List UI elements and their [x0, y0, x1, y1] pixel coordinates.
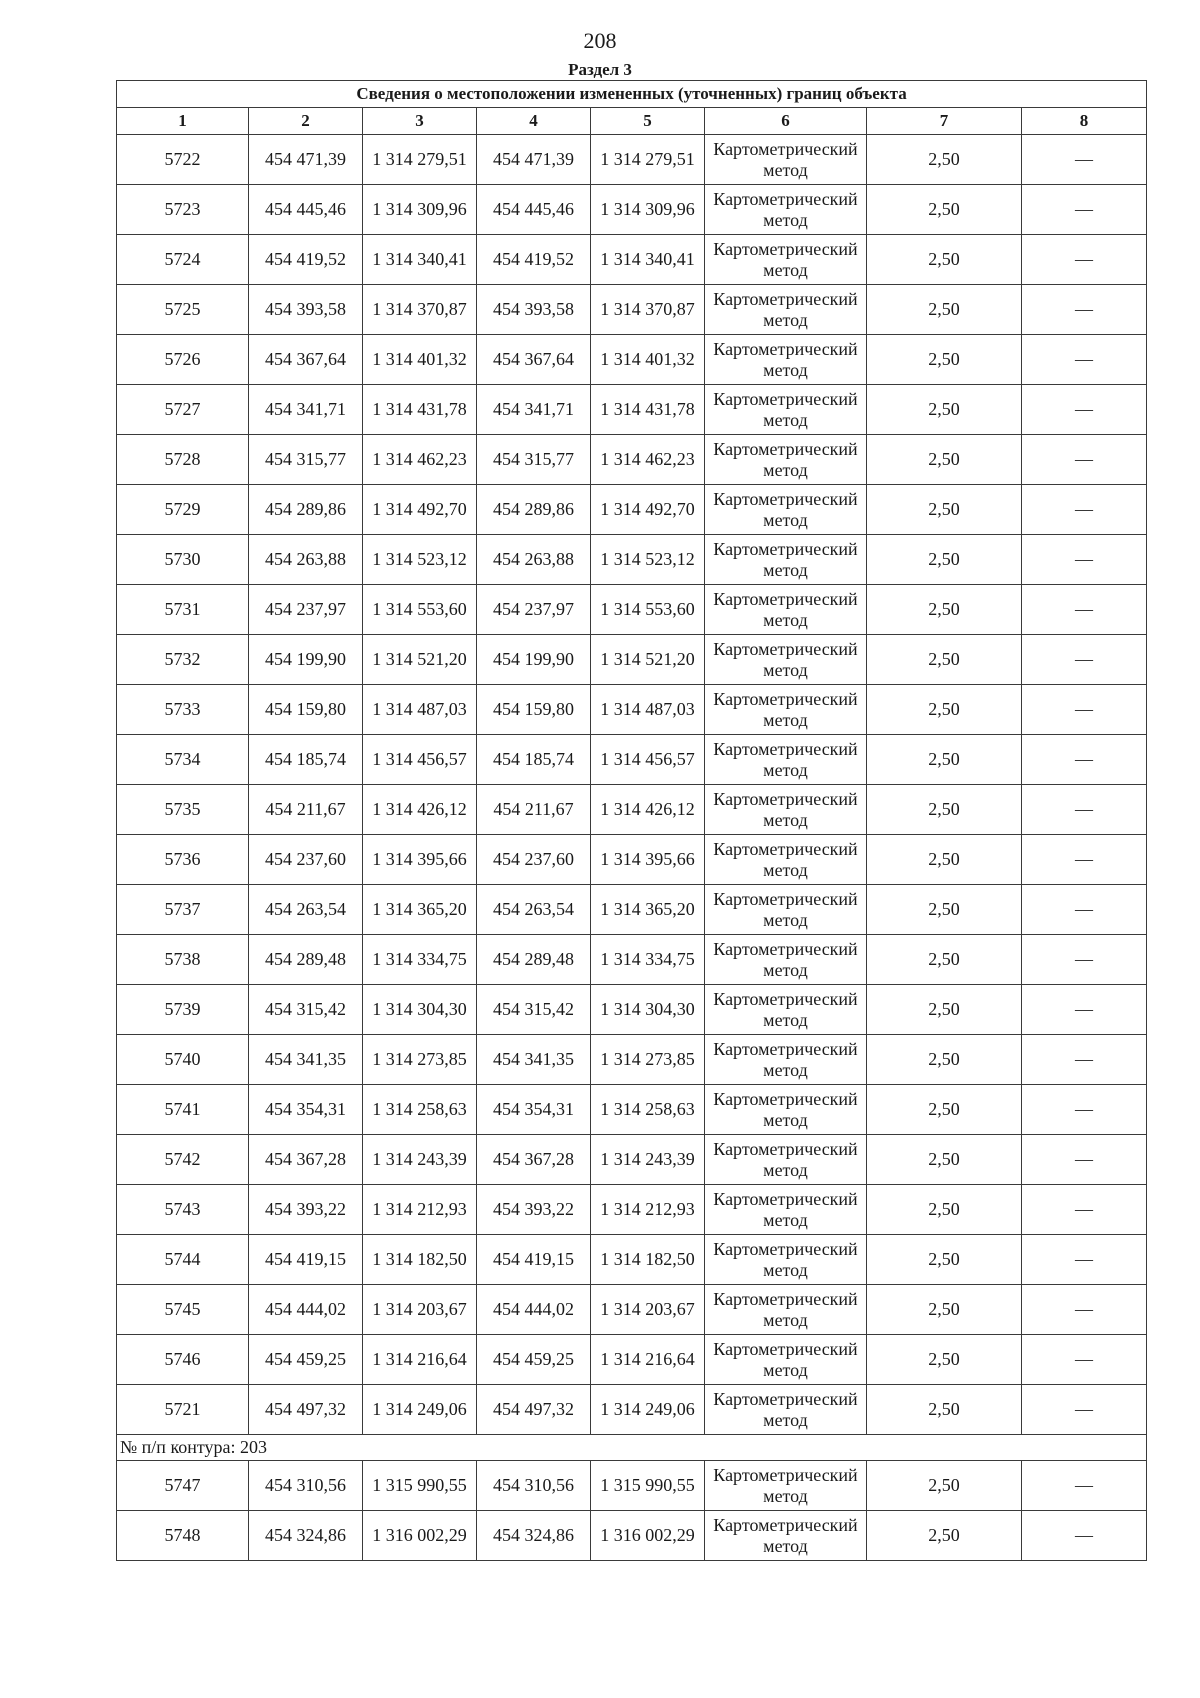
point-number-cell: 5742 [117, 1135, 249, 1185]
table-row [117, 135, 1147, 185]
y-updated-cell: 1 314 365,20 [591, 885, 705, 935]
y-existing-cell: 1 314 203,67 [363, 1285, 477, 1335]
table-row [117, 985, 1147, 1035]
table-row [117, 185, 1147, 235]
y-updated-cell: 1 314 487,03 [591, 685, 705, 735]
method-cell: Картометрический метод [705, 685, 867, 735]
description-cell: — [1022, 985, 1147, 1035]
accuracy-cell: 2,50 [867, 835, 1022, 885]
x-updated-cell: 454 341,35 [477, 1035, 591, 1085]
description-cell: — [1022, 235, 1147, 285]
y-existing-cell: 1 315 990,55 [363, 1461, 477, 1511]
y-existing-cell: 1 316 002,29 [363, 1511, 477, 1561]
description-cell: — [1022, 285, 1147, 335]
description-cell: — [1022, 1511, 1147, 1561]
point-number-cell: 5736 [117, 835, 249, 885]
point-number-cell: 5721 [117, 1385, 249, 1435]
column-number: 8 [1022, 108, 1147, 135]
x-updated-cell: 454 159,80 [477, 685, 591, 735]
method-cell: Картометрический метод [705, 585, 867, 635]
y-updated-cell: 1 316 002,29 [591, 1511, 705, 1561]
accuracy-cell: 2,50 [867, 135, 1022, 185]
method-cell: Картометрический метод [705, 635, 867, 685]
accuracy-cell: 2,50 [867, 535, 1022, 585]
description-cell: — [1022, 585, 1147, 635]
x-existing-cell: 454 419,52 [249, 235, 363, 285]
accuracy-cell: 2,50 [867, 935, 1022, 985]
method-cell: Картометрический метод [705, 985, 867, 1035]
description-cell: — [1022, 1235, 1147, 1285]
x-existing-cell: 454 367,28 [249, 1135, 363, 1185]
method-cell: Картометрический метод [705, 385, 867, 435]
point-number-cell: 5729 [117, 485, 249, 535]
x-updated-cell: 454 444,02 [477, 1285, 591, 1335]
description-cell: — [1022, 1035, 1147, 1085]
y-existing-cell: 1 314 492,70 [363, 485, 477, 535]
y-existing-cell: 1 314 212,93 [363, 1185, 477, 1235]
y-updated-cell: 1 314 395,66 [591, 835, 705, 885]
table-row [117, 435, 1147, 485]
method-cell: Картометрический метод [705, 185, 867, 235]
contour-label-row [117, 1435, 1147, 1461]
method-cell: Картометрический метод [705, 1285, 867, 1335]
description-cell: — [1022, 485, 1147, 535]
table-row [117, 735, 1147, 785]
description-cell: — [1022, 1085, 1147, 1135]
y-existing-cell: 1 314 521,20 [363, 635, 477, 685]
y-existing-cell: 1 314 456,57 [363, 735, 477, 785]
y-existing-cell: 1 314 401,32 [363, 335, 477, 385]
method-cell: Картометрический метод [705, 535, 867, 585]
x-existing-cell: 454 237,60 [249, 835, 363, 885]
accuracy-cell: 2,50 [867, 1285, 1022, 1335]
table-row [117, 535, 1147, 585]
method-cell: Картометрический метод [705, 1335, 867, 1385]
y-updated-cell: 1 314 553,60 [591, 585, 705, 635]
table-row [117, 835, 1147, 885]
point-number-cell: 5725 [117, 285, 249, 335]
point-number-cell: 5731 [117, 585, 249, 635]
description-cell: — [1022, 1135, 1147, 1185]
table-row [117, 1335, 1147, 1385]
x-existing-cell: 454 263,54 [249, 885, 363, 935]
point-number-cell: 5748 [117, 1511, 249, 1561]
description-cell: — [1022, 535, 1147, 585]
x-updated-cell: 454 419,15 [477, 1235, 591, 1285]
contour-label: № п/п контура: 203 [117, 1435, 1147, 1461]
x-existing-cell: 454 185,74 [249, 735, 363, 785]
method-cell: Картометрический метод [705, 1385, 867, 1435]
x-updated-cell: 454 354,31 [477, 1085, 591, 1135]
x-updated-cell: 454 289,48 [477, 935, 591, 985]
description-cell: — [1022, 685, 1147, 735]
x-existing-cell: 454 211,67 [249, 785, 363, 835]
table-row [117, 1085, 1147, 1135]
x-existing-cell: 454 341,71 [249, 385, 363, 435]
point-number-cell: 5741 [117, 1085, 249, 1135]
description-cell: — [1022, 935, 1147, 985]
x-existing-cell: 454 289,86 [249, 485, 363, 535]
table-row [117, 335, 1147, 385]
point-number-cell: 5740 [117, 1035, 249, 1085]
method-cell: Картометрический метод [705, 735, 867, 785]
y-updated-cell: 1 314 523,12 [591, 535, 705, 585]
point-number-cell: 5723 [117, 185, 249, 235]
point-number-cell: 5745 [117, 1285, 249, 1335]
x-existing-cell: 454 315,42 [249, 985, 363, 1035]
accuracy-cell: 2,50 [867, 1235, 1022, 1285]
method-cell: Картометрический метод [705, 835, 867, 885]
table-body [117, 135, 1147, 1561]
column-number: 4 [477, 108, 591, 135]
x-existing-cell: 454 159,80 [249, 685, 363, 735]
x-updated-cell: 454 471,39 [477, 135, 591, 185]
x-existing-cell: 454 471,39 [249, 135, 363, 185]
x-existing-cell: 454 445,46 [249, 185, 363, 235]
x-updated-cell: 454 393,22 [477, 1185, 591, 1235]
accuracy-cell: 2,50 [867, 785, 1022, 835]
column-number: 6 [705, 108, 867, 135]
point-number-cell: 5739 [117, 985, 249, 1035]
x-updated-cell: 454 315,42 [477, 985, 591, 1035]
table-row [117, 1185, 1147, 1235]
description-cell: — [1022, 435, 1147, 485]
y-existing-cell: 1 314 365,20 [363, 885, 477, 935]
table-row [117, 885, 1147, 935]
table-row [117, 1035, 1147, 1085]
y-updated-cell: 1 314 216,64 [591, 1335, 705, 1385]
x-updated-cell: 454 185,74 [477, 735, 591, 785]
accuracy-cell: 2,50 [867, 585, 1022, 635]
y-updated-cell: 1 314 243,39 [591, 1135, 705, 1185]
table-caption: Сведения о местоположении измененных (уточненных) границ объекта [117, 81, 1147, 108]
x-updated-cell: 454 367,64 [477, 335, 591, 385]
method-cell: Картометрический метод [705, 1461, 867, 1511]
point-number-cell: 5734 [117, 735, 249, 785]
y-existing-cell: 1 314 279,51 [363, 135, 477, 185]
y-updated-cell: 1 314 426,12 [591, 785, 705, 835]
x-updated-cell: 454 459,25 [477, 1335, 591, 1385]
x-existing-cell: 454 289,48 [249, 935, 363, 985]
y-updated-cell: 1 315 990,55 [591, 1461, 705, 1511]
table-row [117, 1135, 1147, 1185]
description-cell: — [1022, 1385, 1147, 1435]
method-cell: Картометрический метод [705, 1085, 867, 1135]
y-updated-cell: 1 314 304,30 [591, 985, 705, 1035]
method-cell: Картометрический метод [705, 485, 867, 535]
x-updated-cell: 454 263,88 [477, 535, 591, 585]
method-cell: Картометрический метод [705, 785, 867, 835]
accuracy-cell: 2,50 [867, 285, 1022, 335]
y-updated-cell: 1 314 258,63 [591, 1085, 705, 1135]
table-row [117, 585, 1147, 635]
method-cell: Картометрический метод [705, 885, 867, 935]
point-number-cell: 5722 [117, 135, 249, 185]
x-updated-cell: 454 341,71 [477, 385, 591, 435]
accuracy-cell: 2,50 [867, 685, 1022, 735]
point-number-cell: 5732 [117, 635, 249, 685]
method-cell: Картометрический метод [705, 1035, 867, 1085]
x-existing-cell: 454 315,77 [249, 435, 363, 485]
description-cell: — [1022, 785, 1147, 835]
accuracy-cell: 2,50 [867, 385, 1022, 435]
table-row [117, 1385, 1147, 1435]
point-number-cell: 5738 [117, 935, 249, 985]
y-existing-cell: 1 314 309,96 [363, 185, 477, 235]
x-updated-cell: 454 199,90 [477, 635, 591, 685]
x-existing-cell: 454 341,35 [249, 1035, 363, 1085]
y-existing-cell: 1 314 258,63 [363, 1085, 477, 1135]
accuracy-cell: 2,50 [867, 235, 1022, 285]
x-updated-cell: 454 289,86 [477, 485, 591, 535]
table-row [117, 635, 1147, 685]
y-existing-cell: 1 314 216,64 [363, 1335, 477, 1385]
method-cell: Картометрический метод [705, 285, 867, 335]
y-existing-cell: 1 314 487,03 [363, 685, 477, 735]
column-number: 2 [249, 108, 363, 135]
accuracy-cell: 2,50 [867, 735, 1022, 785]
y-updated-cell: 1 314 401,32 [591, 335, 705, 385]
point-number-cell: 5737 [117, 885, 249, 935]
x-updated-cell: 454 237,60 [477, 835, 591, 885]
x-updated-cell: 454 211,67 [477, 785, 591, 835]
x-updated-cell: 454 497,32 [477, 1385, 591, 1435]
table-row [117, 285, 1147, 335]
page-number: 208 [583, 28, 617, 53]
table-row [117, 485, 1147, 535]
x-updated-cell: 454 445,46 [477, 185, 591, 235]
method-cell: Картометрический метод [705, 1135, 867, 1185]
accuracy-cell: 2,50 [867, 1085, 1022, 1135]
description-cell: — [1022, 385, 1147, 435]
accuracy-cell: 2,50 [867, 1461, 1022, 1511]
x-existing-cell: 454 324,86 [249, 1511, 363, 1561]
point-number-cell: 5733 [117, 685, 249, 735]
y-updated-cell: 1 314 309,96 [591, 185, 705, 235]
y-existing-cell: 1 314 273,85 [363, 1035, 477, 1085]
table-row [117, 1461, 1147, 1511]
y-updated-cell: 1 314 334,75 [591, 935, 705, 985]
description-cell: — [1022, 1285, 1147, 1335]
method-cell: Картометрический метод [705, 335, 867, 385]
point-number-cell: 5728 [117, 435, 249, 485]
description-cell: — [1022, 735, 1147, 785]
description-cell: — [1022, 885, 1147, 935]
y-updated-cell: 1 314 203,67 [591, 1285, 705, 1335]
x-updated-cell: 454 419,52 [477, 235, 591, 285]
x-existing-cell: 454 419,15 [249, 1235, 363, 1285]
x-updated-cell: 454 263,54 [477, 885, 591, 935]
table-row [117, 1285, 1147, 1335]
method-cell: Картометрический метод [705, 135, 867, 185]
boundary-coordinates-table [116, 80, 1147, 1561]
y-updated-cell: 1 314 249,06 [591, 1385, 705, 1435]
accuracy-cell: 2,50 [867, 1335, 1022, 1385]
x-existing-cell: 454 237,97 [249, 585, 363, 635]
x-updated-cell: 454 393,58 [477, 285, 591, 335]
y-existing-cell: 1 314 334,75 [363, 935, 477, 985]
x-updated-cell: 454 237,97 [477, 585, 591, 635]
y-existing-cell: 1 314 182,50 [363, 1235, 477, 1285]
x-existing-cell: 454 367,64 [249, 335, 363, 385]
method-cell: Картометрический метод [705, 1185, 867, 1235]
method-cell: Картометрический метод [705, 935, 867, 985]
y-existing-cell: 1 314 340,41 [363, 235, 477, 285]
section-title: Раздел 3 [568, 60, 632, 79]
x-existing-cell: 454 393,22 [249, 1185, 363, 1235]
x-existing-cell: 454 263,88 [249, 535, 363, 585]
point-number-cell: 5744 [117, 1235, 249, 1285]
accuracy-cell: 2,50 [867, 435, 1022, 485]
method-cell: Картометрический метод [705, 435, 867, 485]
y-existing-cell: 1 314 243,39 [363, 1135, 477, 1185]
description-cell: — [1022, 835, 1147, 885]
column-number: 1 [117, 108, 249, 135]
description-cell: — [1022, 135, 1147, 185]
method-cell: Картометрический метод [705, 235, 867, 285]
y-existing-cell: 1 314 249,06 [363, 1385, 477, 1435]
y-existing-cell: 1 314 395,66 [363, 835, 477, 885]
y-updated-cell: 1 314 492,70 [591, 485, 705, 535]
y-existing-cell: 1 314 426,12 [363, 785, 477, 835]
column-number: 7 [867, 108, 1022, 135]
point-number-cell: 5743 [117, 1185, 249, 1235]
x-existing-cell: 454 444,02 [249, 1285, 363, 1335]
table-row [117, 1511, 1147, 1561]
table-row [117, 935, 1147, 985]
x-updated-cell: 454 310,56 [477, 1461, 591, 1511]
y-updated-cell: 1 314 340,41 [591, 235, 705, 285]
column-number: 5 [591, 108, 705, 135]
description-cell: — [1022, 635, 1147, 685]
description-cell: — [1022, 185, 1147, 235]
point-number-cell: 5726 [117, 335, 249, 385]
y-existing-cell: 1 314 523,12 [363, 535, 477, 585]
accuracy-cell: 2,50 [867, 485, 1022, 535]
y-updated-cell: 1 314 521,20 [591, 635, 705, 685]
description-cell: — [1022, 1185, 1147, 1235]
accuracy-cell: 2,50 [867, 885, 1022, 935]
y-existing-cell: 1 314 304,30 [363, 985, 477, 1035]
x-existing-cell: 454 459,25 [249, 1335, 363, 1385]
x-existing-cell: 454 393,58 [249, 285, 363, 335]
y-updated-cell: 1 314 279,51 [591, 135, 705, 185]
accuracy-cell: 2,50 [867, 1511, 1022, 1561]
x-existing-cell: 454 497,32 [249, 1385, 363, 1435]
table-row [117, 1235, 1147, 1285]
table-row [117, 785, 1147, 835]
y-existing-cell: 1 314 553,60 [363, 585, 477, 635]
column-number: 3 [363, 108, 477, 135]
accuracy-cell: 2,50 [867, 185, 1022, 235]
method-cell: Картометрический метод [705, 1511, 867, 1561]
point-number-cell: 5747 [117, 1461, 249, 1511]
method-cell: Картометрический метод [705, 1235, 867, 1285]
point-number-cell: 5724 [117, 235, 249, 285]
accuracy-cell: 2,50 [867, 1135, 1022, 1185]
y-updated-cell: 1 314 182,50 [591, 1235, 705, 1285]
table-row [117, 235, 1147, 285]
table-row [117, 385, 1147, 435]
accuracy-cell: 2,50 [867, 635, 1022, 685]
table-row [117, 685, 1147, 735]
accuracy-cell: 2,50 [867, 1185, 1022, 1235]
x-existing-cell: 454 354,31 [249, 1085, 363, 1135]
accuracy-cell: 2,50 [867, 1035, 1022, 1085]
accuracy-cell: 2,50 [867, 335, 1022, 385]
y-existing-cell: 1 314 431,78 [363, 385, 477, 435]
description-cell: — [1022, 1461, 1147, 1511]
accuracy-cell: 2,50 [867, 1385, 1022, 1435]
y-updated-cell: 1 314 456,57 [591, 735, 705, 785]
point-number-cell: 5730 [117, 535, 249, 585]
y-updated-cell: 1 314 462,23 [591, 435, 705, 485]
y-updated-cell: 1 314 273,85 [591, 1035, 705, 1085]
description-cell: — [1022, 1335, 1147, 1385]
accuracy-cell: 2,50 [867, 985, 1022, 1035]
x-updated-cell: 454 324,86 [477, 1511, 591, 1561]
x-updated-cell: 454 315,77 [477, 435, 591, 485]
point-number-cell: 5735 [117, 785, 249, 835]
x-existing-cell: 454 310,56 [249, 1461, 363, 1511]
x-updated-cell: 454 367,28 [477, 1135, 591, 1185]
x-existing-cell: 454 199,90 [249, 635, 363, 685]
y-updated-cell: 1 314 431,78 [591, 385, 705, 435]
point-number-cell: 5727 [117, 385, 249, 435]
y-updated-cell: 1 314 370,87 [591, 285, 705, 335]
y-updated-cell: 1 314 212,93 [591, 1185, 705, 1235]
y-existing-cell: 1 314 462,23 [363, 435, 477, 485]
y-existing-cell: 1 314 370,87 [363, 285, 477, 335]
point-number-cell: 5746 [117, 1335, 249, 1385]
description-cell: — [1022, 335, 1147, 385]
